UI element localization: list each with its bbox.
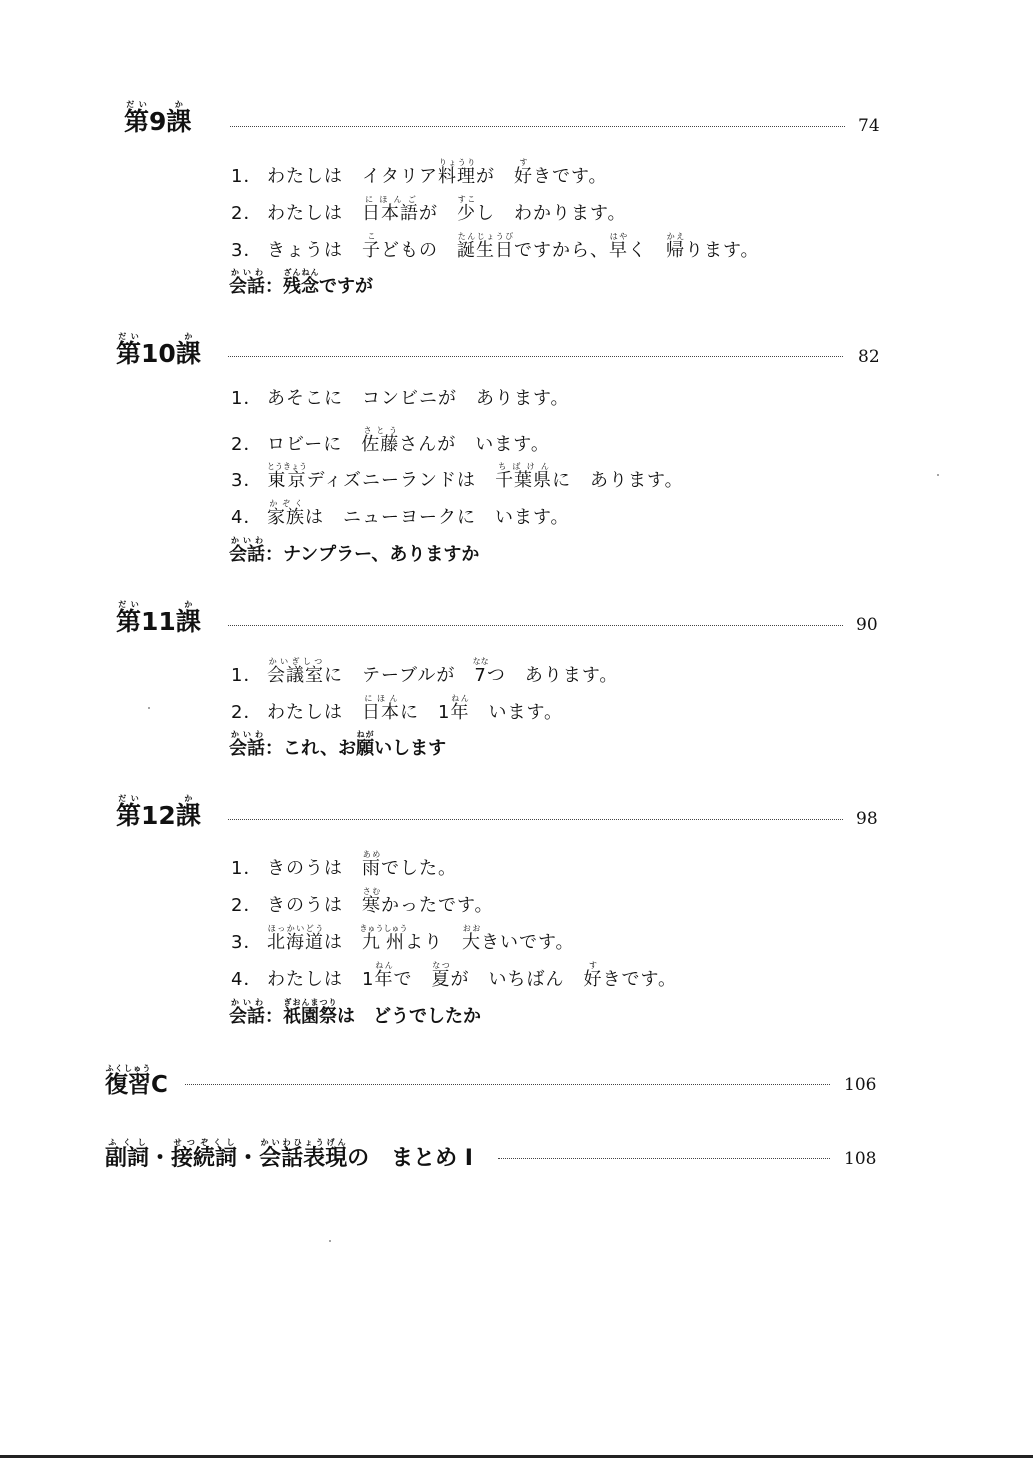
- lesson-11-heading[interactable]: [116, 600, 201, 634]
- lesson-10-leader: [228, 356, 843, 357]
- lesson-10-sentence-3: 3． 東京とうきょうディズニーランドは 千葉県ちばけんに あります。: [231, 462, 684, 491]
- lesson-10-heading[interactable]: [116, 332, 201, 366]
- lesson-9-sentence-3: 3． きょうは 子こどもの 誕生日たんじょうびですから、早はやく 帰かえります。: [231, 232, 760, 261]
- lesson-11-leader: [228, 625, 843, 626]
- summary-title: 副詞ふくし・接続詞せつぞくし・会話表現かいわひょうげんの まとめ I: [105, 1138, 473, 1171]
- review-c-leader: [185, 1084, 830, 1085]
- lesson-10-conversation[interactable]: 会話かいわ：ナンプラー、ありますか: [229, 536, 480, 565]
- review-c-page: 106: [844, 1075, 877, 1095]
- lesson-9-conversation[interactable]: 会話かいわ：残念ざんねんですが: [229, 268, 373, 297]
- summary-page: 108: [844, 1149, 877, 1169]
- lesson-12-leader: [228, 819, 843, 820]
- lesson-11-page: 90: [856, 615, 878, 635]
- lesson-11-sentence-1: 1． 会議室かいぎしつに テーブルが 7ななつ あります。: [231, 657, 619, 686]
- lesson-12-sentence-2: 2． きのうは 寒さむかったです。: [231, 887, 494, 916]
- lesson-9-leader: [230, 126, 845, 127]
- lesson-10-page: 82: [858, 347, 880, 367]
- lesson-11-title: 第だい11課か: [116, 600, 201, 636]
- lesson-12-page: 98: [856, 809, 878, 829]
- review-c-heading[interactable]: [105, 1064, 168, 1097]
- lesson-12-sentence-3: 3． 北海道ほっかいどうは 九州きゅうしゅうより 大おおきいです。: [231, 924, 575, 953]
- lesson-10-title: 第だい10課か: [116, 332, 201, 368]
- lesson-11-conversation[interactable]: 会話かいわ：これ、お願ねがいします: [229, 730, 447, 759]
- speck: [329, 1240, 331, 1242]
- summary-heading[interactable]: [105, 1138, 473, 1170]
- speck: [937, 474, 939, 476]
- lesson-9-heading[interactable]: [124, 100, 191, 134]
- lesson-10-sentence-4: 4． 家族かぞくは ニューヨークに います。: [231, 499, 570, 528]
- lesson-12-heading[interactable]: [116, 794, 201, 828]
- lesson-9-title: 第だい9課か: [124, 100, 192, 136]
- lesson-10-sentence-2: 2． ロビーに 佐藤さとうさんが います。: [231, 426, 550, 455]
- speck: [148, 707, 150, 709]
- lesson-9-page: 74: [858, 116, 880, 136]
- review-c-title: 復習ふくしゅうC: [105, 1064, 168, 1098]
- lesson-12-title: 第だい12課か: [116, 794, 201, 830]
- lesson-10-sentence-1: 1． あそこに コンビニが あります。: [231, 388, 570, 409]
- lesson-12-sentence-1: 1． きのうは 雨あめでした。: [231, 850, 457, 879]
- lesson-12-conversation[interactable]: 会話かいわ：祇園祭ぎおんまつりは どうでしたか: [229, 998, 481, 1027]
- lesson-9-sentence-1: 1． わたしは イタリア料理りょうりが 好すきです。: [231, 158, 608, 187]
- summary-leader: [498, 1158, 830, 1159]
- lesson-12-sentence-4: 4． わたしは 1年ねんで 夏なつが いちばん 好すきです。: [231, 961, 678, 990]
- lesson-11-sentence-2: 2． わたしは 日本にほんに 1年ねん います。: [231, 694, 564, 723]
- lesson-9-sentence-2: 2． わたしは 日本語にほんごが 少すこし わかります。: [231, 195, 627, 224]
